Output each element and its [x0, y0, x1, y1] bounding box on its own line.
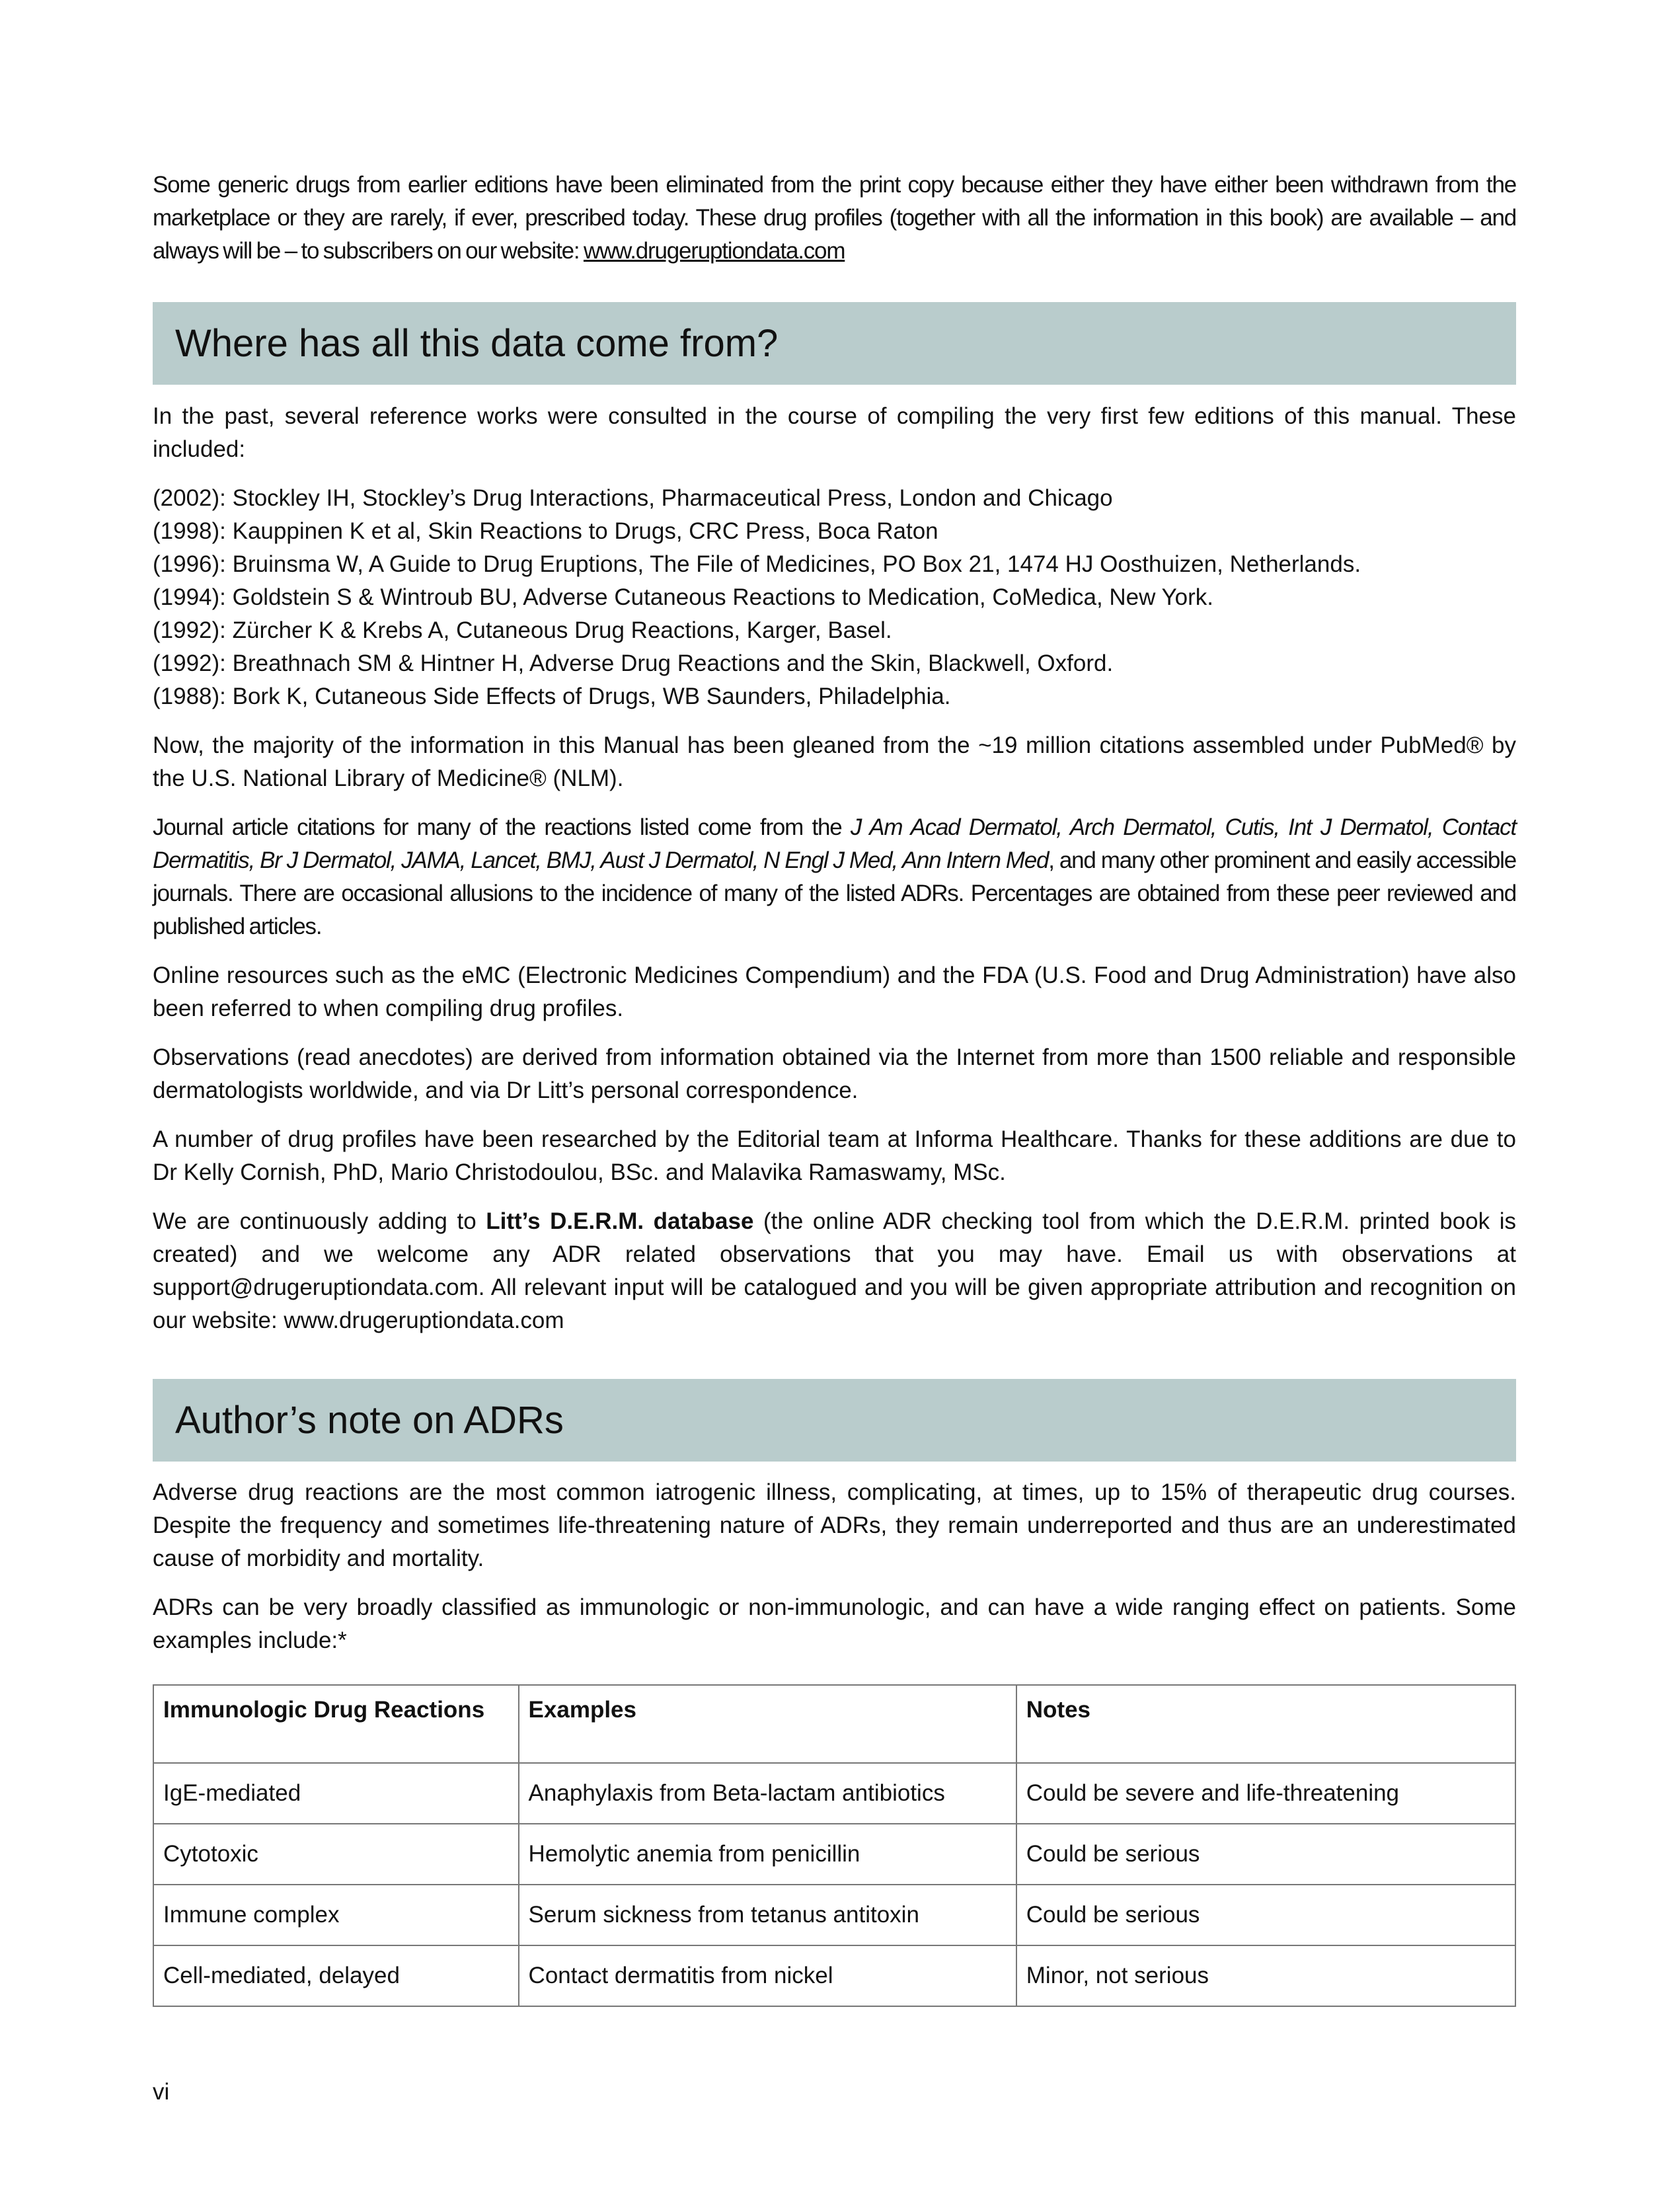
table-cell: IgE-mediated: [153, 1763, 519, 1824]
paragraph-journals: [153, 811, 1516, 943]
paragraph-database: [153, 1205, 1516, 1337]
table-cell: Immune complex: [153, 1885, 519, 1945]
intro-paragraph: [153, 169, 1516, 268]
column-header: Notes: [1016, 1685, 1515, 1763]
website-link[interactable]: www.drugeruptiondata.com: [583, 238, 845, 264]
table-cell: Minor, not serious: [1016, 1945, 1515, 2006]
paragraph-now: Now, the majority of the information in this Manual has been gleaned from the ~19 million citations assembled under PubMed® by the U.S. National Library of Medicine® (NLM).: [153, 732, 1516, 791]
reference-item: (1996): Bruinsma W, A Guide to Drug Eruptions, The File of Medicines, PO Box 21, 1474 HJ Oosthuizen, Netherlands.: [153, 551, 1361, 577]
reference-list: [153, 482, 1516, 713]
section1-content: [153, 400, 1516, 1337]
reference-item: (2002): Stockley IH, Stockley’s Drug Interactions, Pharmaceutical Press, London and Chicago: [153, 485, 1113, 511]
table-cell: Serum sickness from tetanus antitoxin: [519, 1885, 1016, 1945]
journal-text: Journal article citations for many of the reactions listed come from the: [153, 814, 851, 840]
database-text-end: (the online ADR checking tool from which the D.E.R.M. printed book is created) and we welcome any ADR related observations that you may have. Email us with observations at support@drugeruptiondata.com. All relevant input will be catalogued and you will be given appropriate attribution and recognition on our website: www.drugeruptiondata.com: [153, 1208, 1516, 1333]
table-cell: Contact dermatitis from nickel: [519, 1945, 1016, 2006]
column-header: Immunologic Drug Reactions: [153, 1685, 519, 1763]
journal-list: J Am Acad Dermatol, Arch Dermatol, Cutis, Int J Dermatol, Contact Dermatitis, Br J Dermatol, JAMA, Lancet, BMJ, Aust J Dermatol, N Engl J Med, Ann Intern Med: [153, 814, 1516, 873]
table-row: [153, 1945, 1515, 2006]
paragraph-observations: Observations (read anecdotes) are derived from information obtained via the Internet from more than 1500 reliable and responsible dermatologists worldwide, and via Dr Litt’s personal correspondence.: [153, 1044, 1516, 1103]
table-cell: Could be severe and life-threatening: [1016, 1763, 1515, 1824]
journal-text-end: , and many other prominent and easily accessible journals. There are occasional allusions to the incidence of many of the listed ADRs. Percentages are obtained from these peer reviewed and published articles.: [153, 847, 1516, 939]
paragraph-online: Online resources such as the eMC (Electronic Medicines Compendium) and the FDA (U.S. Food and Drug Administration) have also been referred to when compiling drug profiles.: [153, 962, 1516, 1021]
immunologic-reactions-table: [153, 1684, 1516, 2007]
column-header: Examples: [519, 1685, 1016, 1763]
reference-item: (1992): Zürcher K & Krebs A, Cutaneous Drug Reactions, Karger, Basel.: [153, 617, 892, 643]
section2-content: [153, 1476, 1516, 1657]
section-heading-authors-note: Author’s note on ADRs: [153, 1379, 1516, 1462]
table-cell: Could be serious: [1016, 1885, 1515, 1945]
database-text: We are continuously adding to: [153, 1208, 486, 1234]
reference-item: (1998): Kauppinen K et al, Skin Reactions to Drugs, CRC Press, Boca Raton: [153, 518, 938, 544]
reference-item: (1992): Breathnach SM & Hintner H, Adverse Drug Reactions and the Skin, Blackwell, Oxford.: [153, 650, 1114, 676]
paragraph-classification: ADRs can be very broadly classified as immunologic or non-immunologic, and can have a wide ranging effect on patients. Some examples include:*: [153, 1594, 1516, 1653]
intro-text: Some generic drugs from earlier editions have been eliminated from the print copy because either they have either been withdrawn from the marketplace or they are rarely, if ever, prescribed today. These drug profiles (together with all the information in this book) are available – and always will be – to subscribers on our website:: [153, 172, 1516, 264]
table-cell: Cell-mediated, delayed: [153, 1945, 519, 2006]
paragraph-adverse: Adverse drug reactions are the most common iatrogenic illness, complicating, at times, up to 15% of therapeutic drug courses. Despite the frequency and sometimes life-threatening nature of ADRs, they remain underreported and thus are an underestimated cause of morbidity and mortality.: [153, 1479, 1516, 1571]
paragraph-past: In the past, several reference works were consulted in the course of compiling the very first few editions of this manual. These included:: [153, 403, 1516, 462]
database-name: Litt’s D.E.R.M. database: [486, 1208, 754, 1234]
table-cell: Anaphylaxis from Beta-lactam antibiotics: [519, 1763, 1016, 1824]
reference-item: (1994): Goldstein S & Wintroub BU, Adverse Cutaneous Reactions to Medication, CoMedica, New York.: [153, 584, 1213, 610]
table-row: [153, 1763, 1515, 1824]
table-header-row: [153, 1685, 1515, 1763]
paragraph-editorial: A number of drug profiles have been researched by the Editorial team at Informa Healthcare. Thanks for these additions are due to Dr Kelly Cornish, PhD, Mario Christodoulou, BSc. and Malavika Ramaswamy, MSc.: [153, 1126, 1516, 1185]
section-heading-data-source: Where has all this data come from?: [153, 302, 1516, 385]
reference-item: (1988): Bork K, Cutaneous Side Effects of Drugs, WB Saunders, Philadelphia.: [153, 684, 951, 709]
table-row: [153, 1885, 1515, 1945]
table-cell: Could be serious: [1016, 1824, 1515, 1885]
table-cell: Hemolytic anemia from penicillin: [519, 1824, 1016, 1885]
page-number: vi: [153, 2079, 170, 2105]
table-row: [153, 1824, 1515, 1885]
table-cell: Cytotoxic: [153, 1824, 519, 1885]
